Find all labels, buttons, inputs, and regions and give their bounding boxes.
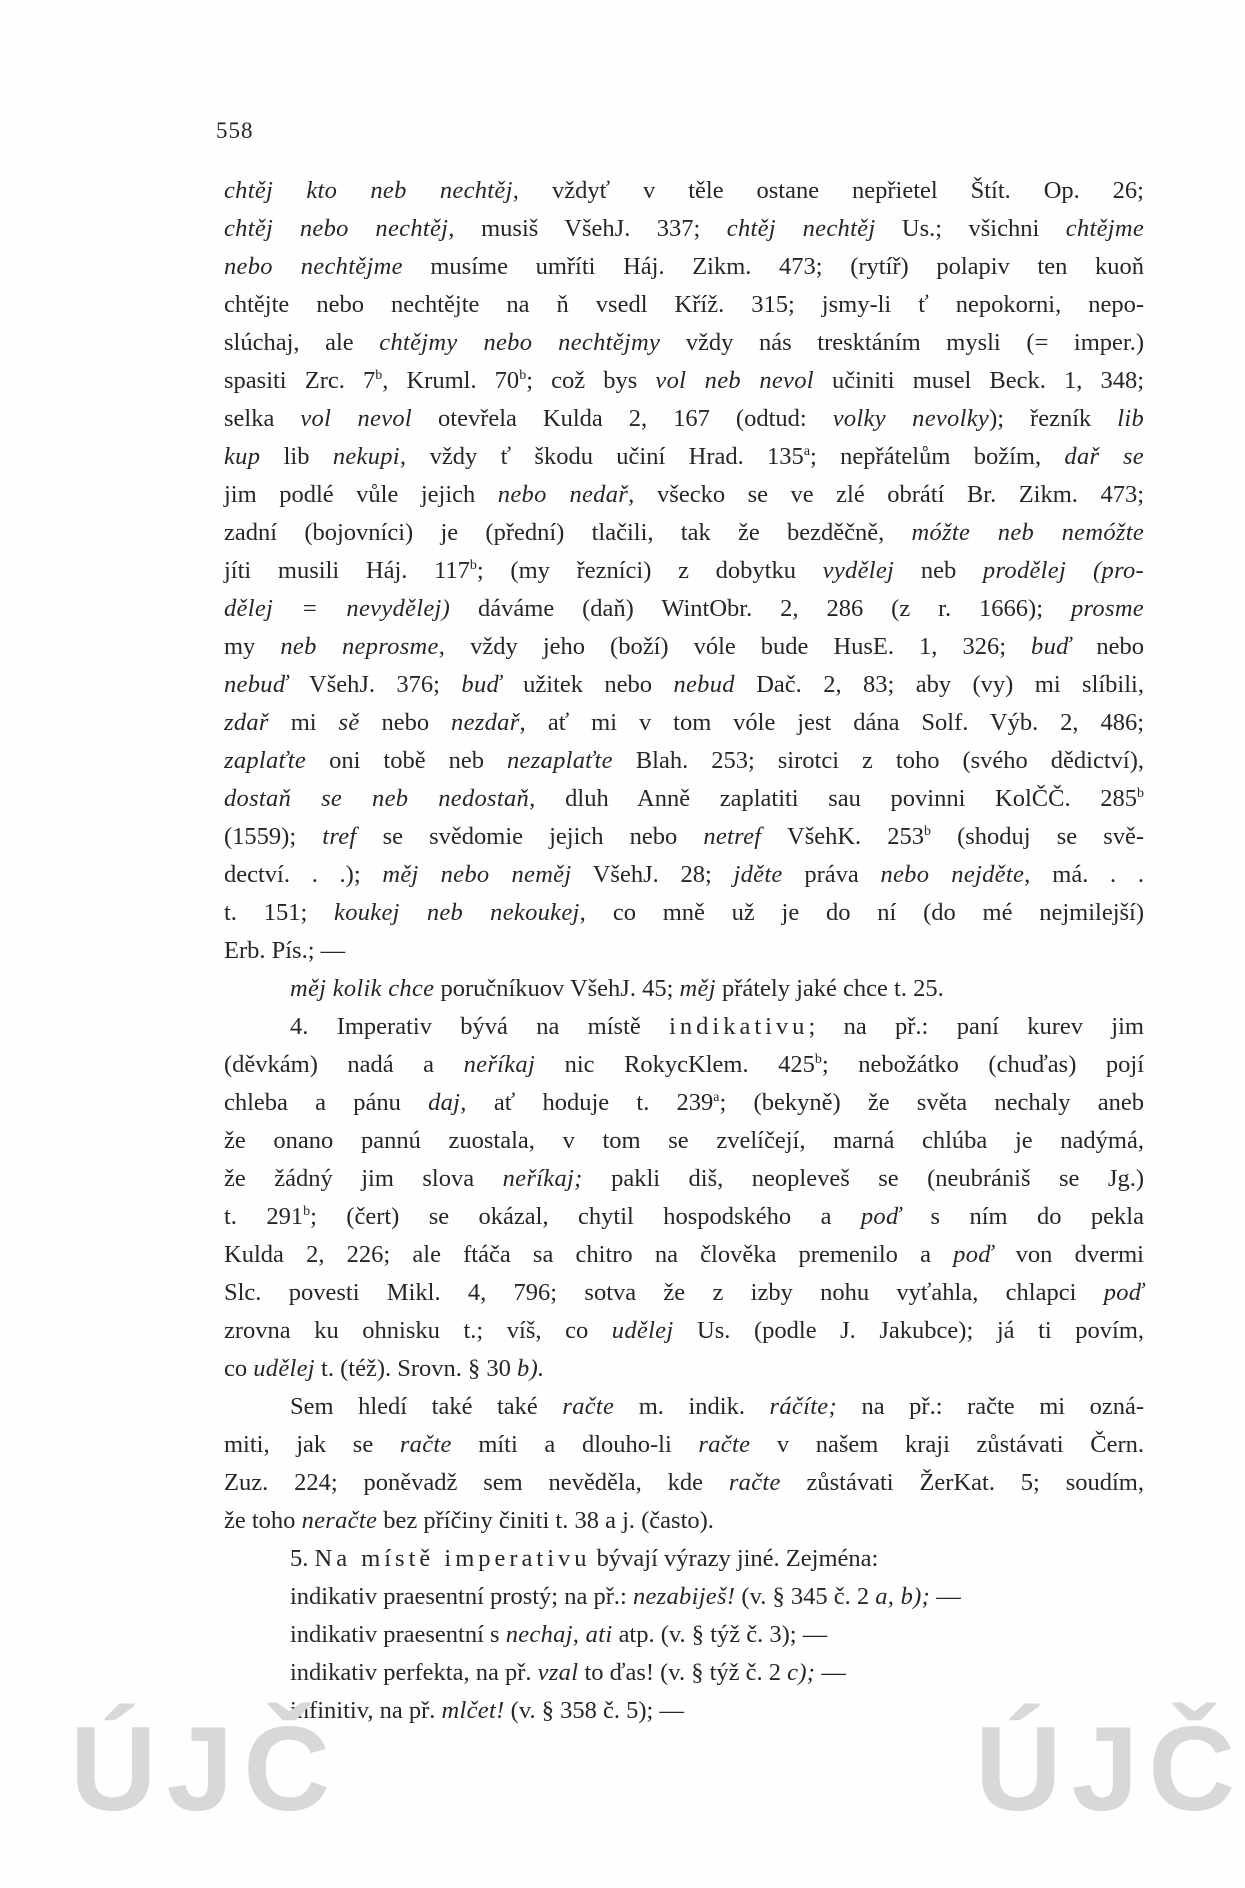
- italic-term: nezdař,: [451, 709, 526, 736]
- italic-term: nebo nedař,: [497, 481, 635, 508]
- superscript: b: [924, 823, 932, 839]
- italic-term: zaplaťte: [224, 747, 307, 774]
- text-span: ; nepřátelům božím,: [810, 443, 1065, 470]
- text-span: vždy jeho (boží) vóle bude HusE. 1, 326;: [445, 633, 1032, 660]
- text-span: zadní (bojovníci) je (přední) tlačili, tak že bezděčně,: [224, 519, 912, 546]
- text-line: [224, 1578, 1144, 1616]
- text-line: [224, 400, 1144, 438]
- text-span: to ďas! (v. § týž č. 2: [578, 1659, 788, 1686]
- italic-term: měj nebo neměj: [382, 861, 572, 888]
- watermark-logo-left: ÚJČ: [70, 1702, 341, 1836]
- text-span: co mně už je do ní (do mé nejmilejší): [586, 899, 1145, 926]
- text-line: [224, 742, 1144, 780]
- text-line: [224, 1616, 1144, 1654]
- text-span: ; (bekyně) že světa nechaly aneb: [719, 1089, 1144, 1116]
- text-span: 4. Imperativ bývá na místě: [290, 1013, 670, 1040]
- text-span: atp. (v. § týž č. 3); —: [612, 1621, 828, 1648]
- text-span: Erb. Pís.; —: [224, 937, 346, 964]
- text-span: selka: [224, 405, 301, 432]
- italic-term: vzal: [537, 1659, 579, 1686]
- text-span: (shoduj se svě-: [931, 823, 1145, 850]
- text-span: nic RokycKlem. 425: [535, 1051, 815, 1078]
- text-span: t. (též). Srovn. § 30: [314, 1355, 518, 1382]
- italic-term: dař se: [1064, 443, 1144, 470]
- text-span: práva: [782, 861, 881, 888]
- italic-term: dostaň se neb nedostaň,: [224, 785, 536, 812]
- spaced-emphasis: indikativu: [669, 1013, 809, 1040]
- text-span: s ním do pekla: [901, 1203, 1144, 1230]
- text-line: [224, 248, 1144, 286]
- text-span: , Kruml. 70: [382, 367, 520, 394]
- italic-term: poď: [1103, 1279, 1144, 1306]
- italic-term: račte: [728, 1469, 781, 1496]
- italic-term: vydělej: [822, 557, 895, 584]
- text-span: jíti musili Háj. 117: [224, 557, 470, 584]
- text-line: [224, 666, 1144, 704]
- italic-term: nebo nejděte,: [880, 861, 1031, 888]
- text-span: vždy nás tresktáním mysli (= imper.): [660, 329, 1144, 356]
- italic-term: poď: [860, 1203, 902, 1230]
- text-span: Sem hledí také také: [290, 1393, 563, 1420]
- italic-term: buď: [1031, 633, 1072, 660]
- italic-term: neříkaj;: [502, 1165, 583, 1192]
- superscript: b: [519, 367, 527, 383]
- text-span: —: [815, 1659, 846, 1686]
- italic-term: lib: [1117, 405, 1145, 432]
- text-span: ; (čert) se okázal, chytil hospodského a: [310, 1203, 861, 1230]
- italic-term: chtěj nebo nechtěj,: [224, 215, 455, 242]
- italic-term: neb neprosme,: [280, 633, 446, 660]
- text-span: slúchaj, ale: [224, 329, 380, 356]
- text-line: [224, 590, 1144, 628]
- superscript: a: [713, 1089, 720, 1105]
- italic-term: nebuď: [224, 671, 289, 698]
- text-span: 5.: [290, 1545, 315, 1572]
- text-line: [224, 1236, 1144, 1274]
- text-span: Kulda 2, 226; ale ftáča sa chitro na člověka premenilo a: [224, 1241, 954, 1268]
- text-line: [224, 1350, 1144, 1388]
- text-span: přátely jaké chce t. 25.: [715, 975, 944, 1002]
- text-span: Slc. povesti Mikl. 4, 796; sotva že z izby nohu vyťahla, chlapci: [224, 1279, 1104, 1306]
- text-line: [224, 1388, 1144, 1426]
- text-line: [224, 1502, 1144, 1540]
- italic-term: nebud: [673, 671, 735, 698]
- text-line: [224, 1274, 1144, 1312]
- italic-term: vol neb nevol: [655, 367, 814, 394]
- text-line: [224, 932, 1144, 970]
- text-span: vždyť v těle ostane nepřietel Štít. Op. 26;: [519, 177, 1144, 204]
- italic-term: nebo nechtějme: [224, 253, 403, 280]
- text-span: oni tobě neb: [306, 747, 507, 774]
- italic-term: poď: [953, 1241, 994, 1268]
- italic-term: mlčet!: [441, 1697, 505, 1724]
- text-line: [224, 818, 1144, 856]
- text-span: dluh Anně zaplatiti sau povinni KolČČ. 285: [535, 785, 1137, 812]
- italic-term: nezabiješ!: [632, 1583, 736, 1610]
- text-span: —: [930, 1583, 961, 1610]
- text-span: že žádný jim slova: [224, 1165, 503, 1192]
- italic-term: prodělej (pro-: [982, 557, 1144, 584]
- text-span: všecko se ve zlé obrátí Br. Zikm. 473;: [634, 481, 1144, 508]
- italic-term: nezaplaťte: [506, 747, 613, 774]
- text-span: miti, jak se: [224, 1431, 400, 1458]
- text-line: [224, 438, 1144, 476]
- text-line: [224, 856, 1144, 894]
- italic-term: tref: [322, 823, 357, 850]
- text-span: Us. (podle J. Jakubce); já ti povím,: [673, 1317, 1145, 1344]
- italic-term: chtějmy nebo nechtějmy: [379, 329, 661, 356]
- text-span: (v. § 358 č. 5); —: [504, 1697, 684, 1724]
- text-span: (děvkám) nadá a: [224, 1051, 464, 1078]
- italic-term: vol nevol: [300, 405, 413, 432]
- italic-term: c);: [787, 1659, 816, 1686]
- text-span: chtějte nebo nechtějte na ň vsedl Kříž. 315; jsmy-li ť nepokorni, nepo-: [224, 291, 1144, 318]
- page-body-text: [224, 172, 1144, 1730]
- text-line: [224, 1312, 1144, 1350]
- italic-term: chtěj kto neb nechtěj,: [224, 177, 520, 204]
- text-span: indikativ praesentní s: [290, 1621, 506, 1648]
- text-span: Us.; všichni: [875, 215, 1066, 242]
- text-span: infinitiv, na př.: [290, 1697, 442, 1724]
- text-span: Zuz. 224; poněvadž sem nevěděla, kde: [224, 1469, 729, 1496]
- text-line: [224, 1084, 1144, 1122]
- text-line: [224, 476, 1144, 514]
- text-span: ); řezník: [989, 405, 1118, 432]
- text-span: Dač. 2, 83; aby (vy) mi slíbili,: [734, 671, 1144, 698]
- text-span: indikativ praesentní prostý; na př.:: [290, 1583, 633, 1610]
- italic-term: račte: [698, 1431, 751, 1458]
- text-span: indikativ perfekta, na př.: [290, 1659, 538, 1686]
- text-span: musíme umříti Háj. Zikm. 473; (rytíř) polapiv ten kuoň: [402, 253, 1144, 280]
- italic-term: sě: [338, 709, 360, 736]
- italic-term: b).: [517, 1355, 545, 1382]
- text-line: [224, 552, 1144, 590]
- text-line: [224, 628, 1144, 666]
- text-line: [224, 1654, 1144, 1692]
- text-span: ; nebožátko (chuďas) pojí: [821, 1051, 1145, 1078]
- text-line: [224, 324, 1144, 362]
- italic-term: chtěj nechtěj: [726, 215, 876, 242]
- text-span: von dvermi: [993, 1241, 1144, 1268]
- text-span: zrovna ku ohnisku t.; víš, co: [224, 1317, 612, 1344]
- text-span: jim podlé vůle jejich: [224, 481, 498, 508]
- italic-term: udělej: [253, 1355, 315, 1382]
- italic-term: a, b);: [875, 1583, 931, 1610]
- text-line: [224, 362, 1144, 400]
- text-line: [224, 1198, 1144, 1236]
- text-span: poručníkuov VšehJ. 45;: [434, 975, 680, 1002]
- text-line: [224, 1426, 1144, 1464]
- text-span: ; (my řezníci) z dobytku: [476, 557, 823, 584]
- italic-term: měj: [679, 975, 716, 1002]
- superscript: b: [469, 557, 477, 573]
- text-span: m. indik.: [614, 1393, 770, 1420]
- text-span: dáváme (daň) WintObr. 2, 286 (z r. 1666);: [450, 595, 1071, 622]
- text-span: že toho: [224, 1507, 302, 1534]
- text-span: vždy ť škodu učiní Hrad. 135: [406, 443, 804, 470]
- superscript: b: [814, 1051, 822, 1067]
- text-line: [224, 210, 1144, 248]
- text-span: užitek nebo: [501, 671, 674, 698]
- italic-term: dělej = nevydělej): [224, 595, 451, 622]
- text-span: (1559);: [224, 823, 323, 850]
- text-span: my: [224, 633, 281, 660]
- superscript: a: [803, 443, 811, 459]
- italic-term: měj kolik chce: [290, 975, 435, 1002]
- superscript: b: [375, 367, 383, 383]
- text-line: [224, 1122, 1144, 1160]
- italic-term: račte: [399, 1431, 452, 1458]
- page-number: 558: [216, 118, 254, 143]
- text-span: VšehK. 253: [761, 823, 925, 850]
- text-span: t. 291: [224, 1203, 304, 1230]
- text-span: ať mi v tom vóle jest dána Solf. Výb. 2, 486;: [525, 709, 1145, 736]
- superscript: b: [1137, 785, 1144, 801]
- italic-term: kup: [224, 443, 261, 470]
- italic-term: chtějme: [1065, 215, 1145, 242]
- text-line: [224, 514, 1144, 552]
- text-line: [224, 1464, 1144, 1502]
- text-span: se svědomie jejich nebo: [356, 823, 704, 850]
- spaced-emphasis: Na místě imperativu: [314, 1545, 591, 1572]
- text-span: bývají výrazy jiné. Zejména:: [590, 1545, 879, 1572]
- text-span: ať hoduje t. 239: [466, 1089, 714, 1116]
- italic-term: račte: [562, 1393, 615, 1420]
- italic-term: jděte: [733, 861, 783, 888]
- italic-term: prosme: [1070, 595, 1144, 622]
- text-span: Blah. 253; sirotci z toho (svého dědictví),: [612, 747, 1144, 774]
- italic-term: netref: [703, 823, 762, 850]
- text-span: t. 151;: [224, 899, 335, 926]
- text-span: že onano pannú zuostala, v tom se zvelíčejí, marná chlúba je nadýmá,: [224, 1127, 1144, 1154]
- italic-term: neříkaj: [463, 1051, 536, 1078]
- italic-term: nekupi,: [332, 443, 407, 470]
- text-span: nebo: [1071, 633, 1144, 660]
- text-span: má. . .: [1030, 861, 1145, 888]
- text-line: [224, 704, 1144, 742]
- superscript: b: [303, 1203, 311, 1219]
- text-span: učiniti musel Beck. 1, 348;: [813, 367, 1144, 394]
- italic-term: volky nevolky: [832, 405, 990, 432]
- text-span: (v. § 345 č. 2: [735, 1583, 876, 1610]
- text-span: mi: [268, 709, 339, 736]
- text-span: míti a dlouho-li: [451, 1431, 699, 1458]
- text-span: VšehJ. 376;: [288, 671, 462, 698]
- text-span: lib: [260, 443, 333, 470]
- text-line: [224, 970, 1144, 1008]
- text-span: musiš VšehJ. 337;: [454, 215, 727, 242]
- text-span: v našem kraji zůstávati Čern.: [750, 1431, 1144, 1458]
- text-span: na př.: račte mi ozná-: [836, 1393, 1145, 1420]
- text-span: spasiti Zrc. 7: [224, 367, 376, 394]
- italic-term: nechaj, ati: [505, 1621, 613, 1648]
- text-line: [224, 286, 1144, 324]
- text-span: co: [224, 1355, 254, 1382]
- text-span: bez příčiny činiti t. 38 a j. (často).: [377, 1507, 714, 1534]
- text-span: otevřela Kulda 2, 167 (odtud:: [412, 405, 833, 432]
- italic-term: ráčíte;: [769, 1393, 837, 1420]
- text-span: neb: [894, 557, 983, 584]
- text-span: nebo: [359, 709, 452, 736]
- text-span: zůstávati ŽerKat. 5; soudím,: [780, 1469, 1144, 1496]
- text-line: [224, 780, 1144, 818]
- italic-term: koukej neb nekoukej,: [334, 899, 587, 926]
- text-line: [224, 1008, 1144, 1046]
- text-span: ; na př.: paní kurev jim: [808, 1013, 1144, 1040]
- text-line: [224, 1540, 1144, 1578]
- text-line: [224, 1160, 1144, 1198]
- italic-term: zdař: [224, 709, 269, 736]
- italic-term: móžte neb nemóžte: [911, 519, 1144, 546]
- text-span: chleba a pánu: [224, 1089, 429, 1116]
- watermark-logo-right: ÚJČ: [975, 1702, 1245, 1836]
- italic-term: udělej: [611, 1317, 674, 1344]
- italic-term: buď: [461, 671, 502, 698]
- text-span: pakli diš, neopleveš se (neubrániš se Jg.): [582, 1165, 1144, 1192]
- text-line: [224, 894, 1144, 932]
- italic-term: neračte: [301, 1507, 378, 1534]
- text-span: dectví. . .);: [224, 861, 383, 888]
- text-line: [224, 172, 1144, 210]
- text-span: ; což bys: [526, 367, 656, 394]
- text-line: [224, 1046, 1144, 1084]
- text-span: VšehJ. 28;: [571, 861, 734, 888]
- italic-term: daj,: [428, 1089, 467, 1116]
